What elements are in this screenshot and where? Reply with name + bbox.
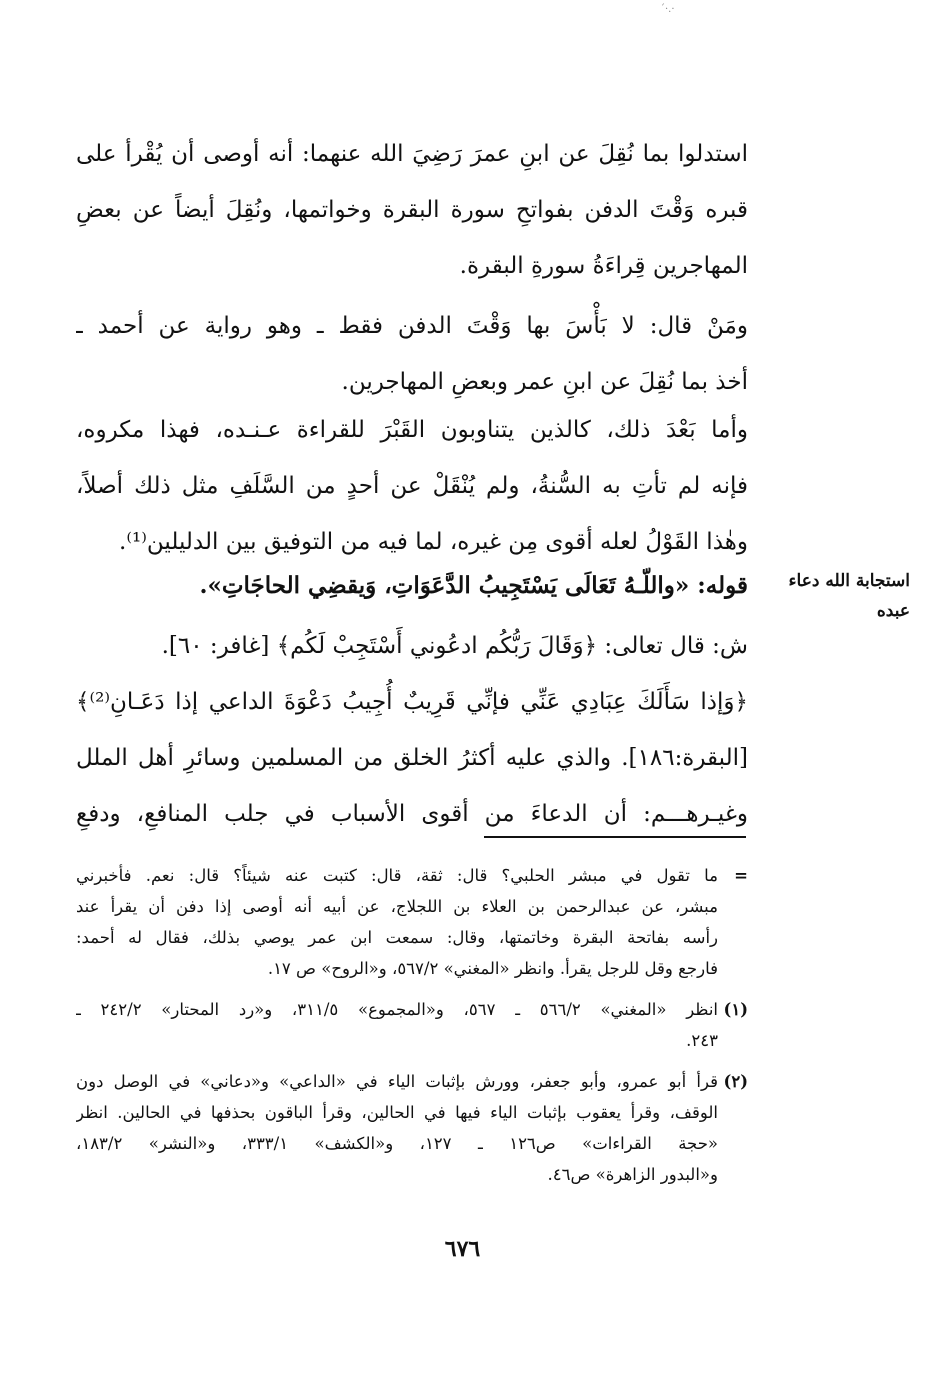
text-line: المهاجرين قِراءَةُ سورةِ البقرة. [459, 253, 748, 279]
page-number: ٦٧٦ [444, 1236, 481, 1262]
text-line: [البقرة:١٨٦]. والذي عليه أكثرُ الخلق من المسلمين وسائرِ أهل الملل [76, 745, 748, 771]
footnote-line: الوقف، وقرأ يعقوب بإثبات الياء فيها في الحالين، وقرأ الباقون بحذفها في الحالين. انظر [76, 1103, 718, 1122]
footnote-marker: = [734, 866, 748, 885]
footnote-line: رأسه بفاتحة البقرة وخاتمتها، وقال: سمعت ابن عمر يوصي بذلك، فقال له أحمد: [76, 928, 718, 947]
paragraph-burial-time-view [76, 298, 748, 410]
paragraph-ibn-umar-report [76, 126, 748, 294]
text-line: وأما بَعْدَ ذلك، كالذين يتناوبون القَبْرَ للقراءة عـنـده، فهذا مكروه، [76, 417, 748, 443]
footnote-line: قرأ أبو عمرو، وأبو جعفر، وورش بإثبات الياء في «الداعي» و«دعاني» في الوصل دون [76, 1072, 718, 1091]
text-line: قبره وَقْتَ الدفن بفواتحِ سورة البقرة وخواتمها، ونُقِلَ أيضاً عن بعضِ [76, 197, 748, 223]
text-line: استدلوا بما نُقِلَ عن ابنِ عمرَ رَضِيَ الله عنهما: أنه أوصى أن يُقْرأ على [76, 141, 748, 167]
footnote-separator [484, 836, 746, 838]
margin-heading-line: عبده [876, 601, 910, 621]
footnote-body [76, 1066, 718, 1190]
footnote-line: ٢٤٣. [686, 1031, 718, 1050]
text-line: أخذ بما نُقِلَ عن ابنِ عمر وبعضِ المهاجرين. [341, 369, 748, 395]
text-line: وهٰذا القَوْلُ لعله أقوى مِن غيره، لما فيه من التوفيق بين الدليلين⁽¹⁾. [119, 529, 748, 555]
footnote-line: «حجة القراءات» ص١٢٦ ـ ١٢٧، و«الكشف» ٣٣٣/١، و«النشر» ١٨٣/٢، [76, 1134, 718, 1153]
footnote-marker: (٢) [723, 1072, 748, 1091]
footnote-line: فارجع وقل للرجل يقرأ. وانظر «المغني» ٥٦٧/٢، و«الروح» ص ١٧. [267, 959, 718, 978]
paragraph-commentary [76, 618, 748, 842]
footnote-1 [76, 994, 748, 1056]
footnote-body [76, 860, 718, 984]
text-line: فإنه لم تأتِ به السُّنةُ، ولم يُنْقَلْ عن أحدٍ من السَّلَفِ مثل ذلك أصلاً، [76, 473, 748, 499]
text-line: وغيـرهـــم: أن الدعاءَ من أقوى الأسباب في جلب المنافعِ، ودفعِ [76, 801, 748, 827]
footnote-line: و«البدور الزاهرة» ص٤٦. [547, 1165, 718, 1184]
footnote-line: ما تقول في مبشر الحلبي؟ قال: ثقة، قال: كتبت عنه شيئاً؟ قال: نعم. فأخبرني [76, 866, 718, 885]
margin-heading [760, 566, 910, 626]
footnote-marker: (١) [723, 1000, 748, 1019]
footnote-continued [76, 860, 748, 984]
footnotes [76, 860, 748, 1200]
scan-mark: ·.·´ [660, 4, 675, 15]
text-line: ﴿وَإذا سَأَلَكَ عِبَادِي عَنِّي فإنِّي قَرِيبٌ أُجِيبُ دَعْوَةَ الداعي إذا دَعَـانِ⁽²⁾﴾ [76, 689, 748, 715]
paragraph-after-burial-view [76, 402, 748, 570]
matn-quote [76, 558, 748, 614]
margin-heading-line: استجابة الله دعاء [788, 571, 910, 591]
text-line: ش: قال تعالى: ﴿وَقَالَ رَبُّكُم ادعُوني أَسْتَجِبْ لَكُم﴾ [غافر: ٦٠]. [161, 633, 748, 659]
footnote-body [76, 994, 718, 1056]
text-line: ومَنْ قال: لا بَأْسَ بها وَقْتَ الدفن فقط ـ وهو رواية عن أحمد ـ [76, 313, 748, 339]
footnote-2 [76, 1066, 748, 1190]
footnote-line: مبشر، عن عبدالرحمن بن العلاء بن اللجلاج، عن أبيه أنه أوصى إذا دفن أن يقرأ عند [76, 897, 718, 916]
text-line: قوله: «واللّـهُ تَعَالَى يَسْتَجِيبُ الدَّعَوَاتِ، وَيقضِي الحاجَاتِ». [199, 572, 748, 599]
footnote-line: انظر «المغني» ٥٦٦/٢ ـ ٥٦٧، و«المجموع» ٣١١/٥، و«رد المحتار» ٢٤٢/٢ ـ [76, 1000, 718, 1019]
